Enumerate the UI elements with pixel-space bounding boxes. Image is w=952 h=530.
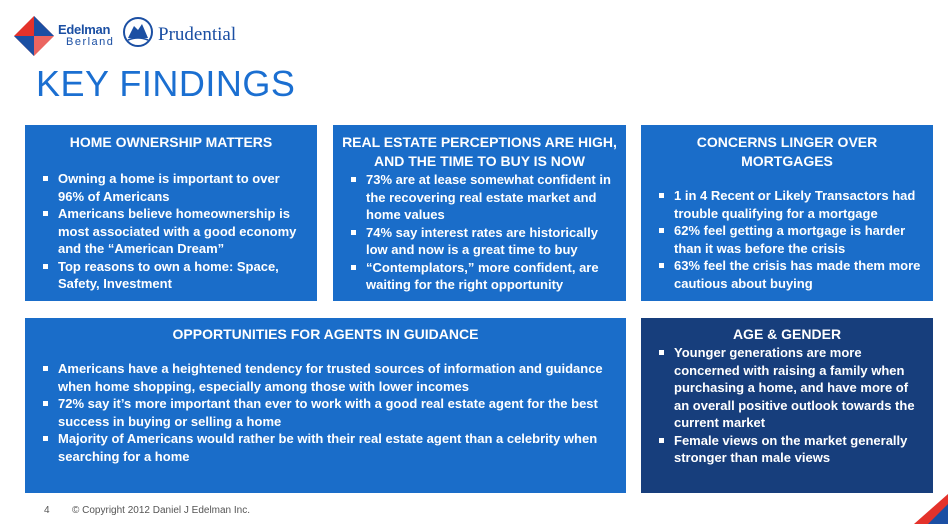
rock-of-gibraltar-icon: [122, 16, 154, 48]
copyright-text: © Copyright 2012 Daniel J Edelman Inc.: [72, 505, 251, 516]
bullet-item: 1 in 4 Recent or Likely Transactors had trouble qualifying for a mortgage: [649, 187, 925, 222]
corner-triangle-icon: [914, 494, 948, 524]
page-title: KEY FINDINGS: [36, 63, 296, 104]
box-heading: REAL ESTATE PERCEPTIONS ARE HIGH, AND THE TIME TO BUY IS NOW: [342, 134, 617, 169]
box-home-ownership: [25, 125, 317, 301]
box-heading: CONCERNS LINGER OVER MORTGAGES: [696, 134, 878, 169]
edelman-logo: [14, 14, 118, 54]
bullet-item: Majority of Americans would rather be with their real estate agent than a celebrity when searching for a home: [33, 430, 618, 465]
box-real-estate-perceptions: [333, 125, 626, 301]
prudential-logo-name: Prudential: [158, 24, 237, 45]
box-heading: HOME OWNERSHIP MATTERS: [69, 134, 273, 150]
bullet-item: Americans have a heightened tendency for trusted sources of information and guidance when home shopping, especially among those with lower incomes: [33, 360, 618, 395]
box-heading: OPPORTUNITIES FOR AGENTS IN GUIDANCE: [172, 326, 479, 342]
bullet-list: [33, 170, 309, 293]
bullet-item: “Contemplators,” more confident, are waiting for the right opportunity: [341, 259, 618, 294]
bullet-item: 73% are at lease somewhat confident in the recovering real estate market and home values: [341, 171, 618, 224]
box-age-gender: [641, 318, 933, 493]
bullet-list: [341, 171, 618, 294]
edelman-diamond-icon: [14, 16, 54, 56]
edelman-logo-sub: Berland: [66, 36, 115, 48]
bullet-item: Younger generations are more concerned with raising a family when purchasing a home, and have more of an overall positive outlook towards the current market: [649, 344, 925, 432]
page-number: 4: [44, 505, 50, 516]
bullet-list: [33, 360, 618, 465]
box-concerns-mortgages: [641, 125, 933, 301]
bullet-item: 62% feel getting a mortgage is harder than it was before the crisis: [649, 222, 925, 257]
bullet-item: 72% say it’s more important than ever to work with a good real estate agent for the best success in buying or selling a home: [33, 395, 618, 430]
bullet-list: [649, 344, 925, 467]
edelman-logo-name: Edelman: [58, 22, 111, 37]
bullet-item: 63% feel the crisis has made them more cautious about buying: [649, 257, 925, 292]
bullet-list: [649, 187, 925, 292]
bullet-item: Americans believe homeownership is most associated with a good economy and the “American Dream”: [33, 205, 309, 258]
bullet-item: 74% say interest rates are historically low and now is a great time to buy: [341, 224, 618, 259]
bullet-item: Top reasons to own a home: Space, Safety, Investment: [33, 258, 309, 293]
box-opportunities-agents: [25, 318, 626, 493]
box-heading: AGE & GENDER: [732, 326, 842, 342]
bullet-item: Female views on the market generally stronger than male views: [649, 432, 925, 467]
bullet-item: Owning a home is important to over 96% of Americans: [33, 170, 309, 205]
